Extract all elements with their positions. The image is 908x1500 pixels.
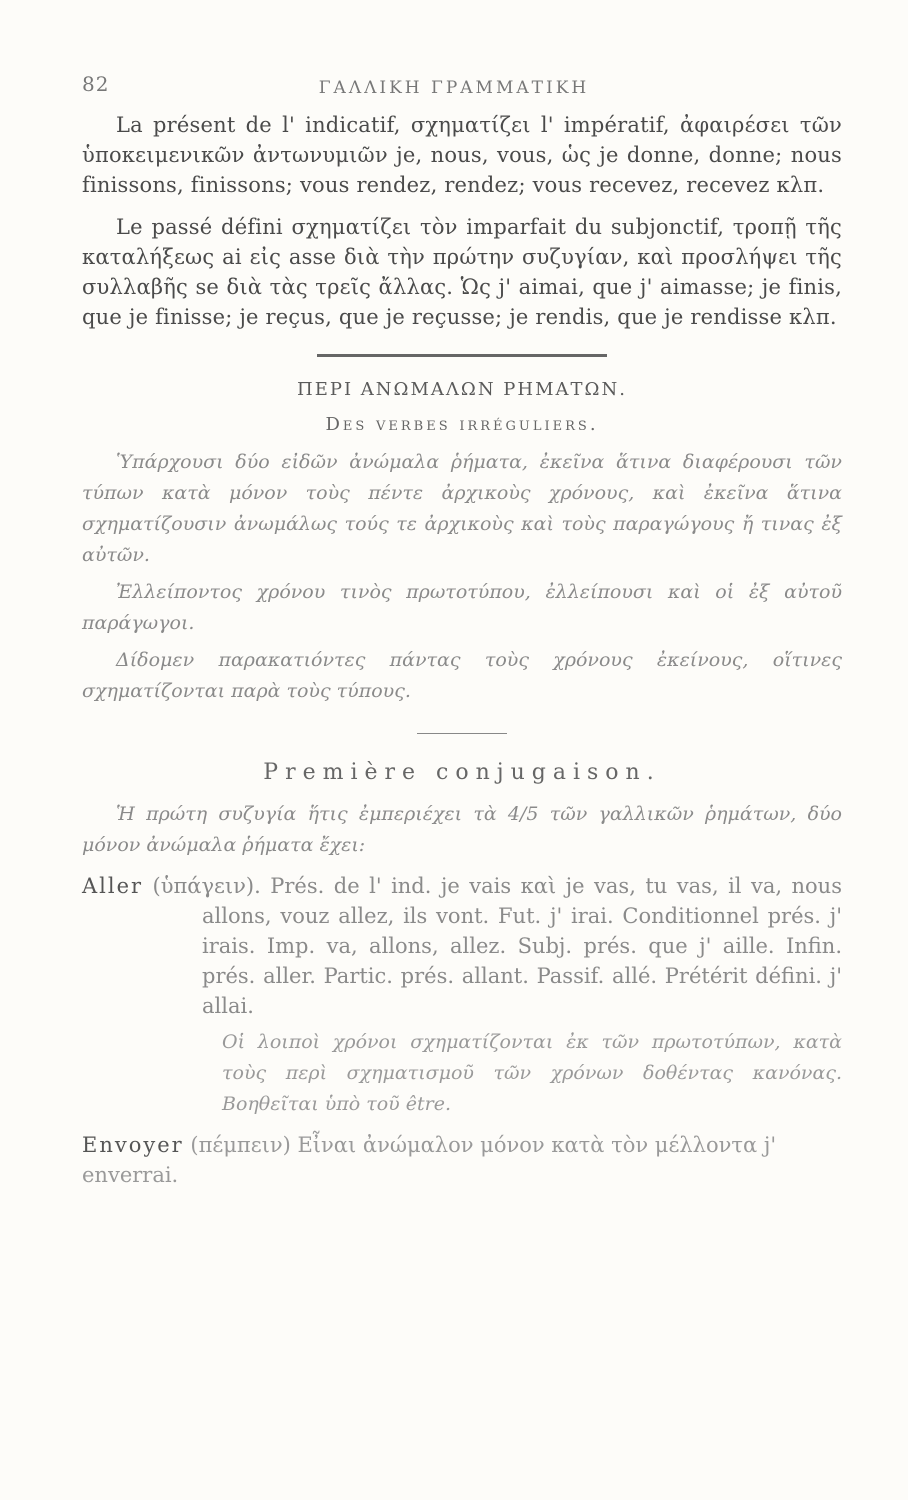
conjugation-intro: Ἡ πρώτη συζυγία ἥτις ἐμπεριέχει τὰ 4/5 τῶν γαλλικῶν ῥημάτων, δύο μόνον ἀνώμαλα ῥήματα ἔχει:: [82, 803, 842, 856]
section-divider: [317, 354, 607, 357]
entry-aller: [82, 871, 842, 1021]
short-divider: [417, 733, 507, 734]
entry-envoyer-head: Envoyer: [82, 1133, 184, 1157]
entry-aller-body: (ὑπάγειν). Prés. de l' ind. je vais καὶ je vas, tu vas, il va, nous allons, vouz allez, ils vont. Fut. j' irai. Conditionnel prés. j' irais. Imp. va, allons, allez. Subj. prés. que j' aille. Infin. prés. aller. Partic. prés. allant. Passif. allé. Prétérit défini. j' allai.: [152, 874, 842, 1018]
conjugation-title: Première conjugaison.: [263, 760, 661, 785]
paragraph-passe-defini: Le passé défini σχηματίζει τὸν imparfait du subjonctif, τροπῇ τῆς καταλήξεως ai εἰς asse διὰ τὴν πρώτην συζυγίαν, καὶ προσλήψει τῆς συλλαβῆς se διὰ τὰς τρεῖς ἄλλας. Ὡς j' aimai, que j' aimasse; je finis, que je finisse; je reçus, que je reçusse; je rendis, que je rendisse κλπ.: [82, 215, 842, 329]
page-number: 82: [82, 72, 110, 96]
paragraph-listing-tenses: Δίδομεν παρακατιόντες πάντας τοὺς χρόνους ἐκείνους, οἵτινες σχηματίζονται παρὰ τοὺς τύπους.: [82, 649, 842, 702]
section-subtitle: Des verbes irréguliers.: [325, 414, 599, 435]
page-body: [82, 110, 842, 1190]
entry-envoyer: [82, 1130, 842, 1190]
section-title: ΠΕΡΙ ΑΝΩΜΑΛΩΝ ΡΗΜΑΤΩΝ.: [297, 379, 627, 400]
running-head: ΓΑΛΛΙΚΗ ΓΡΑΜΜΑΤΙΚΗ: [318, 78, 590, 98]
paragraph-irregular-kinds: Ὑπάρχουσι δύο εἰδῶν ἀνώμαλα ῥήματα, ἐκεῖνα ἅτινα διαφέρουσι τῶν τύπων κατὰ μόνον τοὺς πέντε ἀρχικοὺς χρόνους, καὶ ἐκεῖνα ἅτινα σχηματίζουσιν ἀνωμάλως τούς τε ἀρχικοὺς καὶ τοὺς παραγώγους ἤ τινας ἐξ αὐτῶν.: [82, 451, 842, 566]
entry-aller-head: Aller: [82, 874, 144, 898]
paragraph-imperatif: La présent de l' indicatif, σχηματίζει l' impératif, ἀφαιρέσει τῶν ὑποκειμενικῶν ἀντωνυμιῶν je, nous, vous, ὡς je donne, donne; nous finissons, finissons; vous rendez, rendez; vous recevez, recevez κλπ.: [82, 113, 842, 197]
entry-aller-note: Οἱ λοιποὶ χρόνοι σχηματίζονται ἐκ τῶν πρωτοτύπων, κατὰ τοὺς περὶ σχηματισμοῦ τῶν χρόνων δοθέντας κανόνας. Βοηθεῖται ὑπὸ τοῦ être.: [222, 1031, 842, 1115]
paragraph-missing-tense: Ἐλλείποντος χρόνου τινὸς πρωτοτύπου, ἐλλείπουσι καὶ οἱ ἐξ αὐτοῦ παράγωγοι.: [82, 581, 842, 634]
entry-envoyer-body: (πέμπειν) Εἶναι ἀνώμαλον μόνον κατὰ τὸν μέλλοντα j' enverrai.: [82, 1133, 777, 1187]
